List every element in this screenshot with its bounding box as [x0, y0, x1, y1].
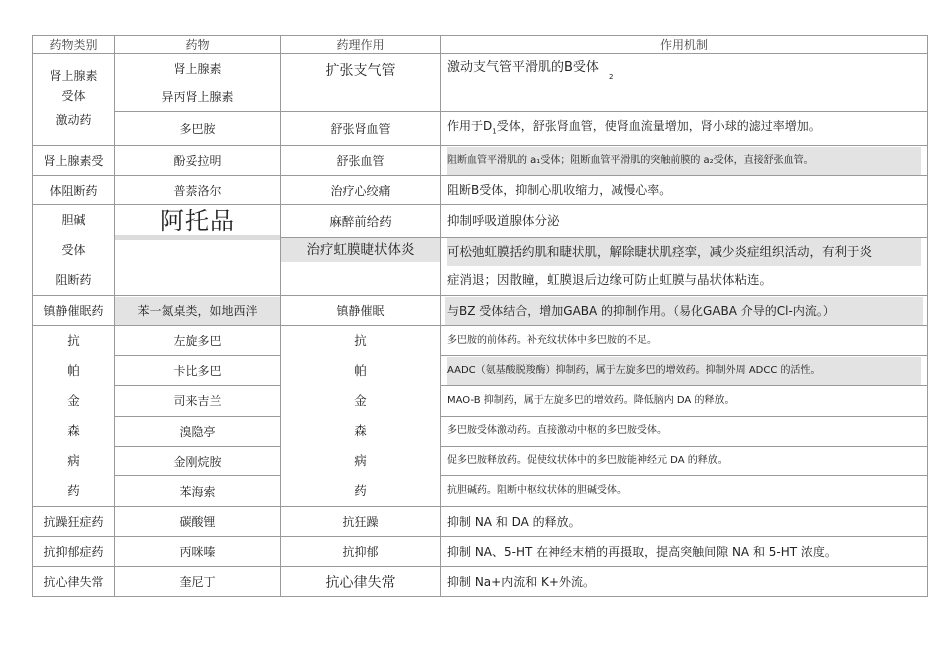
mechanism-cell: 抑制呼吸道腺体分泌	[441, 205, 928, 237]
category-cell: 胆碱 受体 阻断药	[33, 205, 115, 296]
drug-cell: 奎尼丁	[115, 567, 281, 597]
mechanism-cell: 多巴胺的前体药。补充纹状体中多巴胺的不足。	[441, 326, 928, 356]
category-cell: 肾上腺素 受体 激动药	[33, 54, 115, 146]
table-row	[33, 176, 928, 205]
table-row	[33, 205, 928, 237]
category-cell: 镇静催眠药	[33, 296, 115, 326]
action-cell: 舒张血管	[281, 146, 441, 176]
action-cell: 抗心律失常	[281, 567, 441, 597]
drug-cell: 多巴胺	[115, 112, 281, 146]
header-row	[33, 36, 928, 54]
category-cell: 体阻断药	[33, 176, 115, 205]
category-cell: 抗抑郁症药	[33, 537, 115, 567]
action-cell: 治疗心绞痛	[281, 176, 441, 205]
header-action: 药理作用	[281, 36, 441, 54]
action-cell: 麻醉前给药	[281, 205, 441, 237]
mechanism-cell: 阻断血管平滑肌的 a₁受体；阻断血管平滑肌的突触前膜的 a₂受体，直接舒张血管。	[441, 146, 928, 176]
mechanism-cell: MAO-B 抑制药，属于左旋多巴的增效药。降低脑内 DA 的释放。	[441, 386, 928, 417]
drug-cell: 苯海索	[115, 476, 281, 507]
header-drug: 药物	[115, 36, 281, 54]
drug-cell: 酚妥拉明	[115, 146, 281, 176]
action-cell: 治疗虹膜睫状体炎	[281, 237, 441, 296]
action-cell: 抗 帕 金 森 病 药	[281, 326, 441, 507]
drug-cell: 金刚烷胺	[115, 446, 281, 476]
drug-cell: 左旋多巴	[115, 326, 281, 356]
table-row	[33, 537, 928, 567]
table-row	[33, 112, 928, 146]
header-mechanism: 作用机制	[441, 36, 928, 54]
mechanism-cell: AADC（氨基酸脱羧酶）抑制药，属于左旋多巴的增效药。抑制外周 ADCC 的活性。	[441, 356, 928, 386]
table-row	[33, 54, 928, 112]
drug-cell: 肾上腺素 异丙肾上腺素	[115, 54, 281, 112]
drug-cell: 司来吉兰	[115, 386, 281, 417]
action-cell: 镇静催眠	[281, 296, 441, 326]
mechanism-cell: 阻断Β受体，抑制心肌收缩力，减慢心率。	[441, 176, 928, 205]
table-row	[33, 146, 928, 176]
table-row	[33, 507, 928, 537]
table-row	[33, 476, 928, 507]
table-row	[33, 356, 928, 386]
drug-cell: 卡比多巴	[115, 356, 281, 386]
mechanism-cell: 作用于$D_1$受体，舒张肾血管，使肾血流量增加，肾小球的滤过率增加。	[441, 112, 928, 146]
table-row	[33, 326, 928, 356]
table-row	[33, 416, 928, 446]
drug-cell: 阿托品	[115, 205, 281, 296]
mechanism-cell: 可松弛虹膜括约肌和睫状肌，解除睫状肌痉挛，减少炎症组织活动，有利于炎 症消退；因散瞳，虹膜退后边缘可防止虹膜与晶状体粘连。	[441, 237, 928, 296]
drug-cell: 丙咪嗪	[115, 537, 281, 567]
mechanism-cell: 抑制 Na+内流和 K+外流。	[441, 567, 928, 597]
drug-cell: 普萘洛尔	[115, 176, 281, 205]
mechanism-cell: 抗胆碱药。阻断中枢纹状体的胆碱受体。	[441, 476, 928, 507]
drug-cell: 溴隐亭	[115, 416, 281, 446]
mechanism-cell: 抑制 NA 和 DA 的释放。	[441, 507, 928, 537]
action-cell: 抗抑郁	[281, 537, 441, 567]
mechanism-cell: 抑制 NA、5-HT 在神经末梢的再摄取，提高突触间隙 NA 和 5-HT 浓度。	[441, 537, 928, 567]
drug-cell: 苯一氮桌类，如地西泮	[115, 296, 281, 326]
category-cell: 肾上腺素受	[33, 146, 115, 176]
category-cell: 抗躁狂症药	[33, 507, 115, 537]
category-cell: 抗心律失常	[33, 567, 115, 597]
action-cell: 扩张支气管	[281, 54, 441, 112]
highlight-stripe	[115, 235, 280, 240]
mechanism-cell: 促多巴胺释放药。促使纹状体中的多巴胺能神经元 DA 的释放。	[441, 446, 928, 476]
action-cell: 抗狂躁	[281, 507, 441, 537]
drug-cell: 碳酸锂	[115, 507, 281, 537]
mechanism-cell: 激动支气管平滑肌的Β受体 $^2$	[441, 54, 928, 112]
header-category: 药物类别	[33, 36, 115, 54]
table-row	[33, 386, 928, 417]
action-cell: 舒张肾血管	[281, 112, 441, 146]
drug-table	[32, 35, 928, 597]
table-row	[33, 296, 928, 326]
category-cell: 抗 帕 金 森 病 药	[33, 326, 115, 507]
table-row	[33, 446, 928, 476]
table-row	[33, 567, 928, 597]
mechanism-cell: 多巴胺受体激动药。直接激动中枢的多巴胺受体。	[441, 416, 928, 446]
mechanism-cell: 与BZ 受体结合，增加GABA 的抑制作用。（易化GABA 介导的Cl-内流。）	[441, 296, 928, 326]
